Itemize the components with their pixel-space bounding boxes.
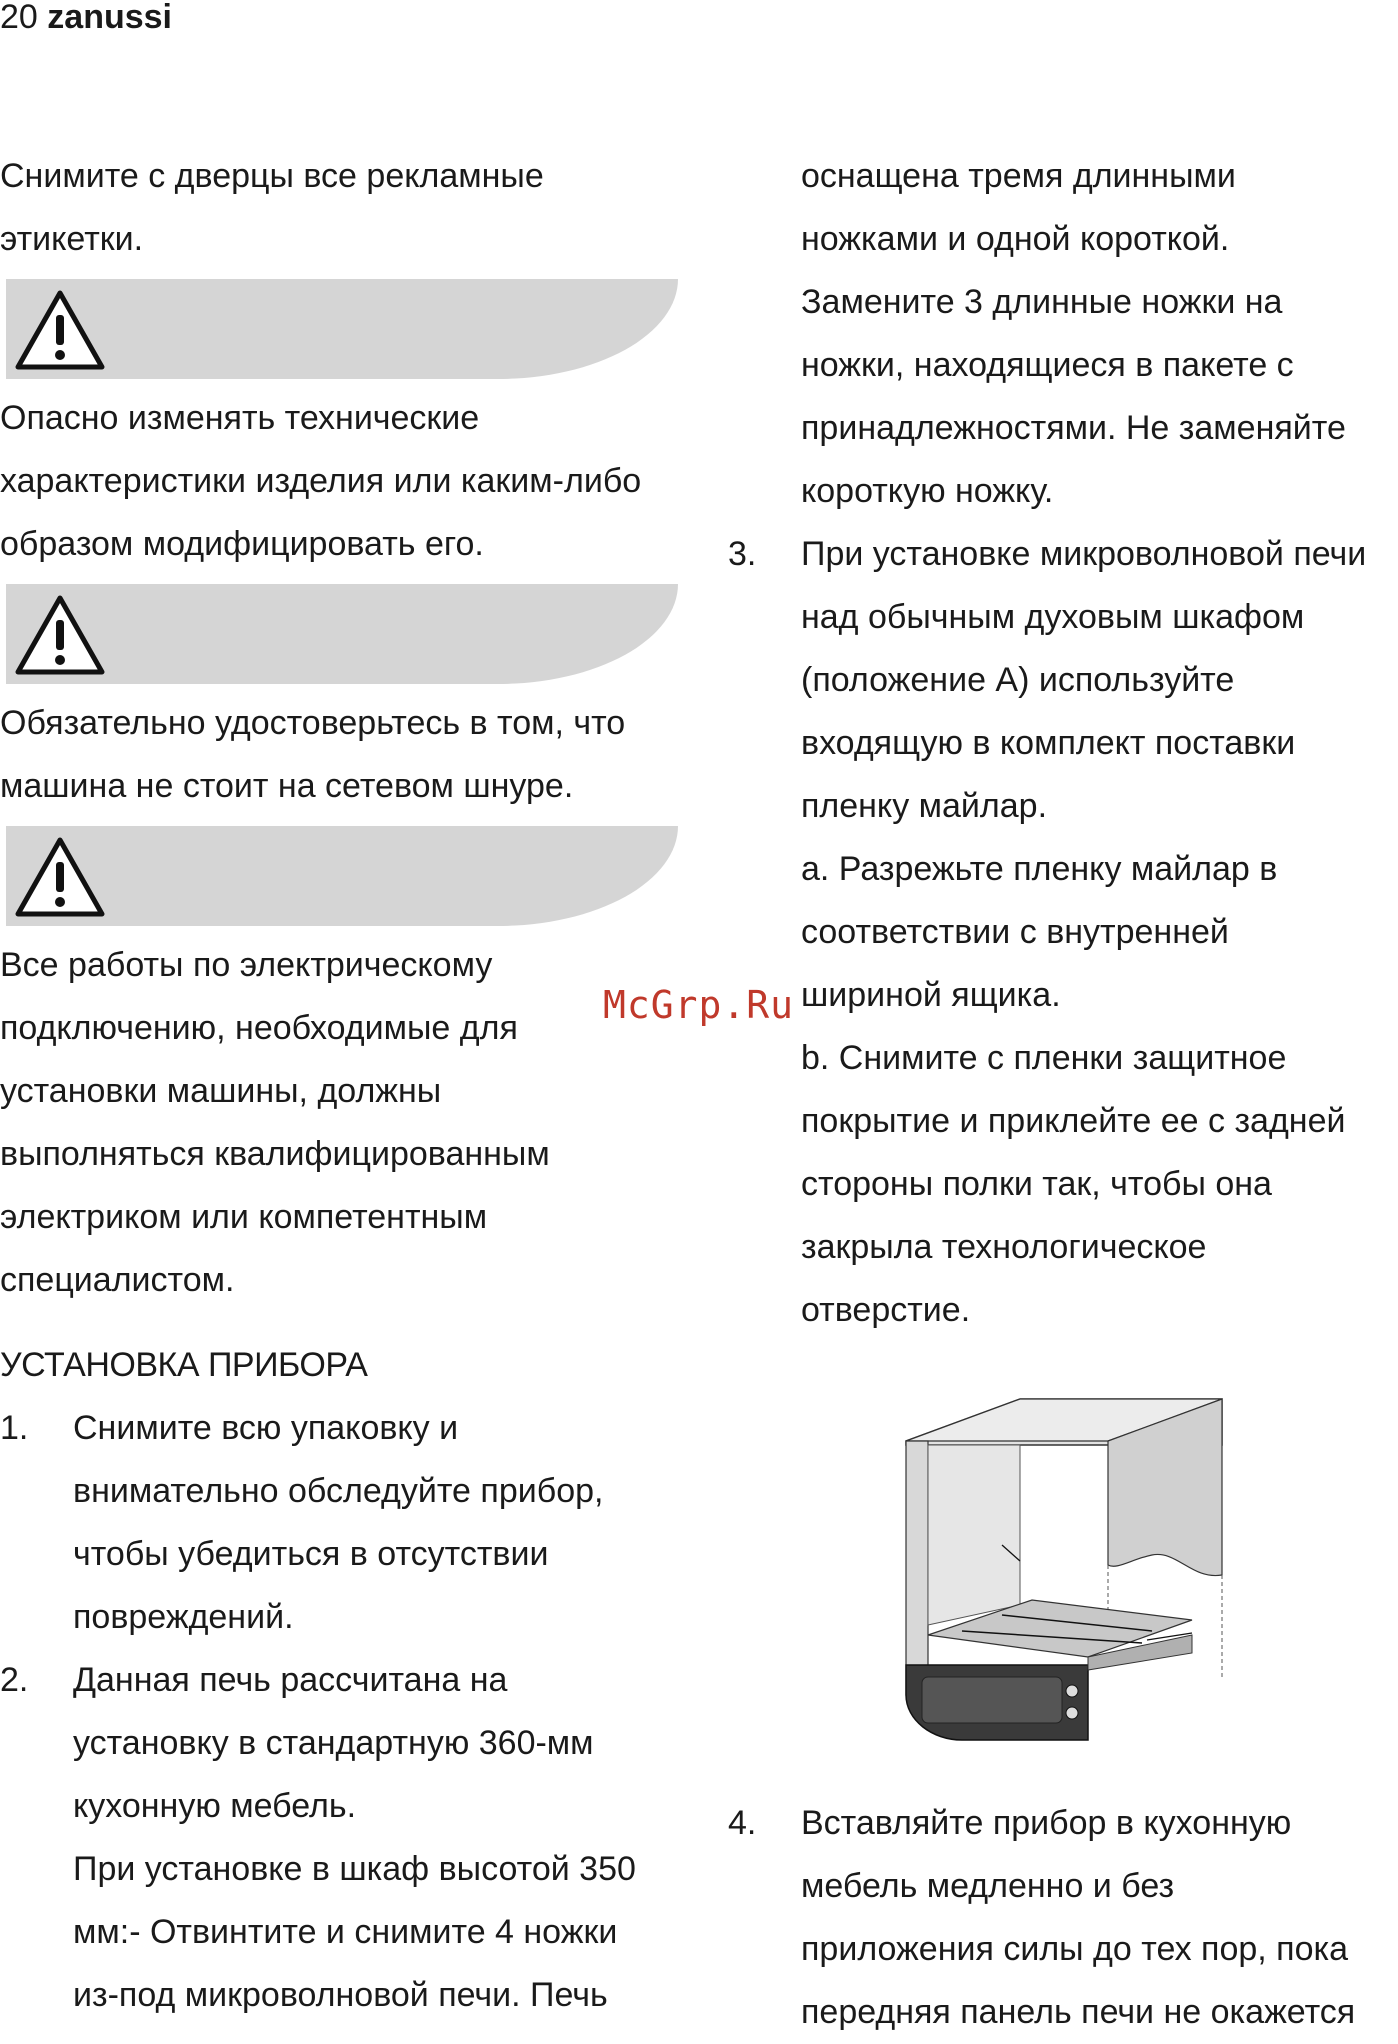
list-text: Снимите всю упаковку и внимательно обследуйте прибор, чтобы убедиться в отсутствии повреждений. (73, 1409, 604, 1636)
list-number: 3. (728, 535, 757, 573)
list-number: 1. (0, 1409, 29, 1447)
warning-banner (6, 279, 678, 379)
list-number: 2. (0, 1661, 29, 1699)
section-title: УСТАНОВКА ПРИБОРА (0, 1346, 368, 1384)
list-text: При установке микроволновой печи над обычным духовым шкафом (положение А) используйте входящую в комплект поставки пленку майлар. a. Разрежьте пленку майлар в соответствии с внутренней шириной ящика. b. Снимите с пленки защитное покрытие и приклейте ее с задней стороны полки так, чтобы она закрыла технологическое отверстие. (801, 535, 1367, 1329)
right-column (728, 145, 1398, 2044)
list-item (0, 1649, 690, 2027)
list-text: Вставляйте прибор в кухонную мебель медленно и без приложения силы до тех пор, пока передняя панель печи не окажется (801, 1804, 1356, 2031)
warning-triangle-icon (12, 592, 108, 678)
watermark-text: McGrp.Ru (603, 983, 795, 1027)
warning-banner (6, 584, 678, 684)
warning-banner (6, 826, 678, 926)
list-text: оснащена тремя длинными ножками и одной короткой. Замените 3 длинные ножки на ножки, находящиеся в пакете с принадлежностями. Не заменяйте короткую ножку. (801, 157, 1346, 510)
page-header (0, 0, 172, 34)
warning-text: Все работы по электрическому подключению, необходимые для установки машины, должны выполняться квалифицированным электриком или компетентным специалистом. (0, 946, 550, 1299)
list-item (728, 1792, 1398, 2044)
brand-name: zanussi (47, 0, 172, 36)
intro-text: Снимите с дверцы все рекламные этикетки. (0, 157, 544, 258)
cabinet-installation-illustration (892, 1395, 1232, 1745)
list-item-continuation (728, 145, 1398, 523)
warning-text: Опасно изменять технические характеристики изделия или каким-либо образом модифицировать его. (0, 399, 642, 563)
list-item (728, 523, 1398, 1342)
list-text: Данная печь рассчитана на установку в стандартную 360-мм кухонную мебель. При установке в шкаф высотой 350 мм:- Отвинтите и снимите 4 ножки из-под микроволновой печи. Печь (73, 1661, 636, 2014)
left-column (0, 145, 690, 2027)
warning-text: Обязательно удостоверьтесь в том, что машина не стоит на сетевом шнуре. (0, 704, 626, 805)
list-number: 4. (728, 1804, 757, 1842)
page-number: 20 (0, 0, 38, 36)
list-item (0, 1397, 690, 1649)
warning-triangle-icon (12, 834, 108, 920)
warning-triangle-icon (12, 287, 108, 373)
